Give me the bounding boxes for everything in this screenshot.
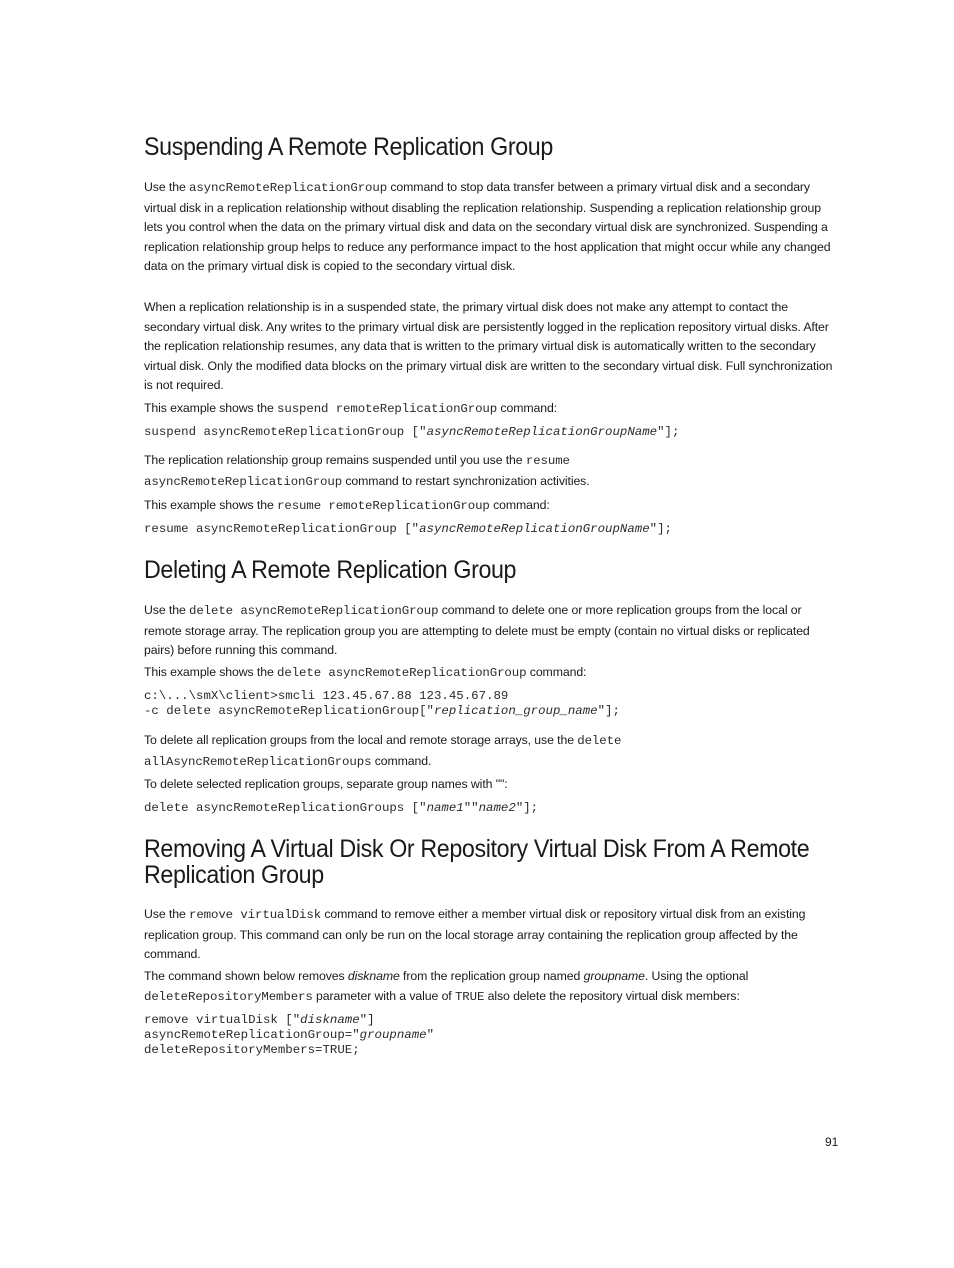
heading-suspending: Suspending A Remote Replication Group: [144, 133, 553, 161]
inline-code: delete: [577, 734, 622, 748]
inline-code: resume remoteReplicationGroup: [277, 499, 490, 513]
heading-removing: Removing A Virtual Disk Or Repository Virtual Disk From A Remote Replication Group: [144, 835, 810, 889]
paragraph: The replication relationship group remains suspended until you use the resume asyncRemoteReplicationGroup command to restart synchronization activities.: [144, 453, 590, 489]
inline-code: delete asyncRemoteReplicationGroup: [189, 604, 439, 618]
inline-code: deleteRepositoryMembers: [144, 989, 313, 1004]
code-block: remove virtualDisk ["diskname"] asyncRemoteReplicationGroup="groupname" deleteRepositoryMembers=TRUE;: [144, 1013, 434, 1057]
inline-code: asyncRemoteReplicationGroup: [144, 474, 343, 489]
heading-deleting: Deleting A Remote Replication Group: [144, 556, 517, 584]
section-suspending: [144, 134, 838, 160]
inline-code: TRUE: [454, 989, 485, 1004]
section-removing: [144, 836, 838, 888]
code-block: resume asyncRemoteReplicationGroup ["asyncRemoteReplicationGroupName"];: [144, 522, 672, 536]
paragraph: Use the delete asyncRemoteReplicationGroup command to delete one or more replication groups from the local or remote storage array. The replication group you are attempting to delete must be empty (contain no virtual disks or replicated pairs) before running this command.: [144, 603, 810, 657]
paragraph: To delete selected replication groups, separate group names with "":: [144, 777, 508, 791]
inline-code: suspend remoteReplicationGroup: [277, 402, 498, 416]
paragraph: This example shows the resume remoteReplicationGroup command:: [144, 498, 550, 513]
section-deleting: [144, 557, 838, 583]
inline-code: remove virtualDisk: [189, 908, 322, 922]
inline-code: asyncRemoteReplicationGroup: [189, 181, 388, 195]
inline-code: allAsyncRemoteReplicationGroups: [144, 754, 372, 769]
paragraph: Use the asyncRemoteReplicationGroup command to stop data transfer between a primary virtual disk and a secondary virtual disk in a replication relationship without disabling the replication relationship. Suspending a replication relationship group lets you control when the data on the primary virtual disk and data on the secondary virtual disk are synchronized. Suspending a replication relationship group helps to reduce any performance impact to the host application that might occur while any changed data on the primary virtual disk is copied to the secondary virtual disk.: [144, 180, 831, 273]
paragraph: This example shows the suspend remoteReplicationGroup command:: [144, 401, 558, 416]
paragraph: To delete all replication groups from the local and remote storage arrays, use the delete allAsyncRemoteReplicationGroups command.: [144, 733, 622, 769]
inline-code: delete asyncRemoteReplicationGroup: [277, 666, 527, 680]
code-block: c:\...\smX\client>smcli 123.45.67.88 123.45.67.89 -c delete asyncRemoteReplicationGroup["replication_group_name"];: [144, 689, 620, 718]
paragraph: This example shows the delete asyncRemoteReplicationGroup command:: [144, 665, 587, 680]
code-block: delete asyncRemoteReplicationGroups ["name1""name2"];: [144, 801, 539, 815]
page-number: 91: [825, 1135, 839, 1149]
paragraph: When a replication relationship is in a suspended state, the primary virtual disk does not make any attempt to contact the secondary virtual disk. Any writes to the primary virtual disk are persistently logged in the replication repository virtual disks. After the replication relationship resumes, any data that is written to the primary virtual disk is automatically written to the secondary virtual disk. Only the modified data blocks on the primary virtual disk are written to the secondary virtual disk. Full synchronization is not required.: [144, 300, 833, 392]
paragraph: The command shown below removes diskname from the replication group named groupname. Using the optional deleteRepositoryMembers parameter with a value of TRUE also delete the repository virtual disk members:: [144, 969, 749, 1004]
inline-code: resume: [525, 454, 570, 468]
code-block: suspend asyncRemoteReplicationGroup ["asyncRemoteReplicationGroupName"];: [144, 425, 680, 439]
paragraph: Use the remove virtualDisk command to remove either a member virtual disk or repository virtual disk from an existing replication group. This command can only be run on the local storage array containing the replication group affected by the command.: [144, 907, 806, 961]
